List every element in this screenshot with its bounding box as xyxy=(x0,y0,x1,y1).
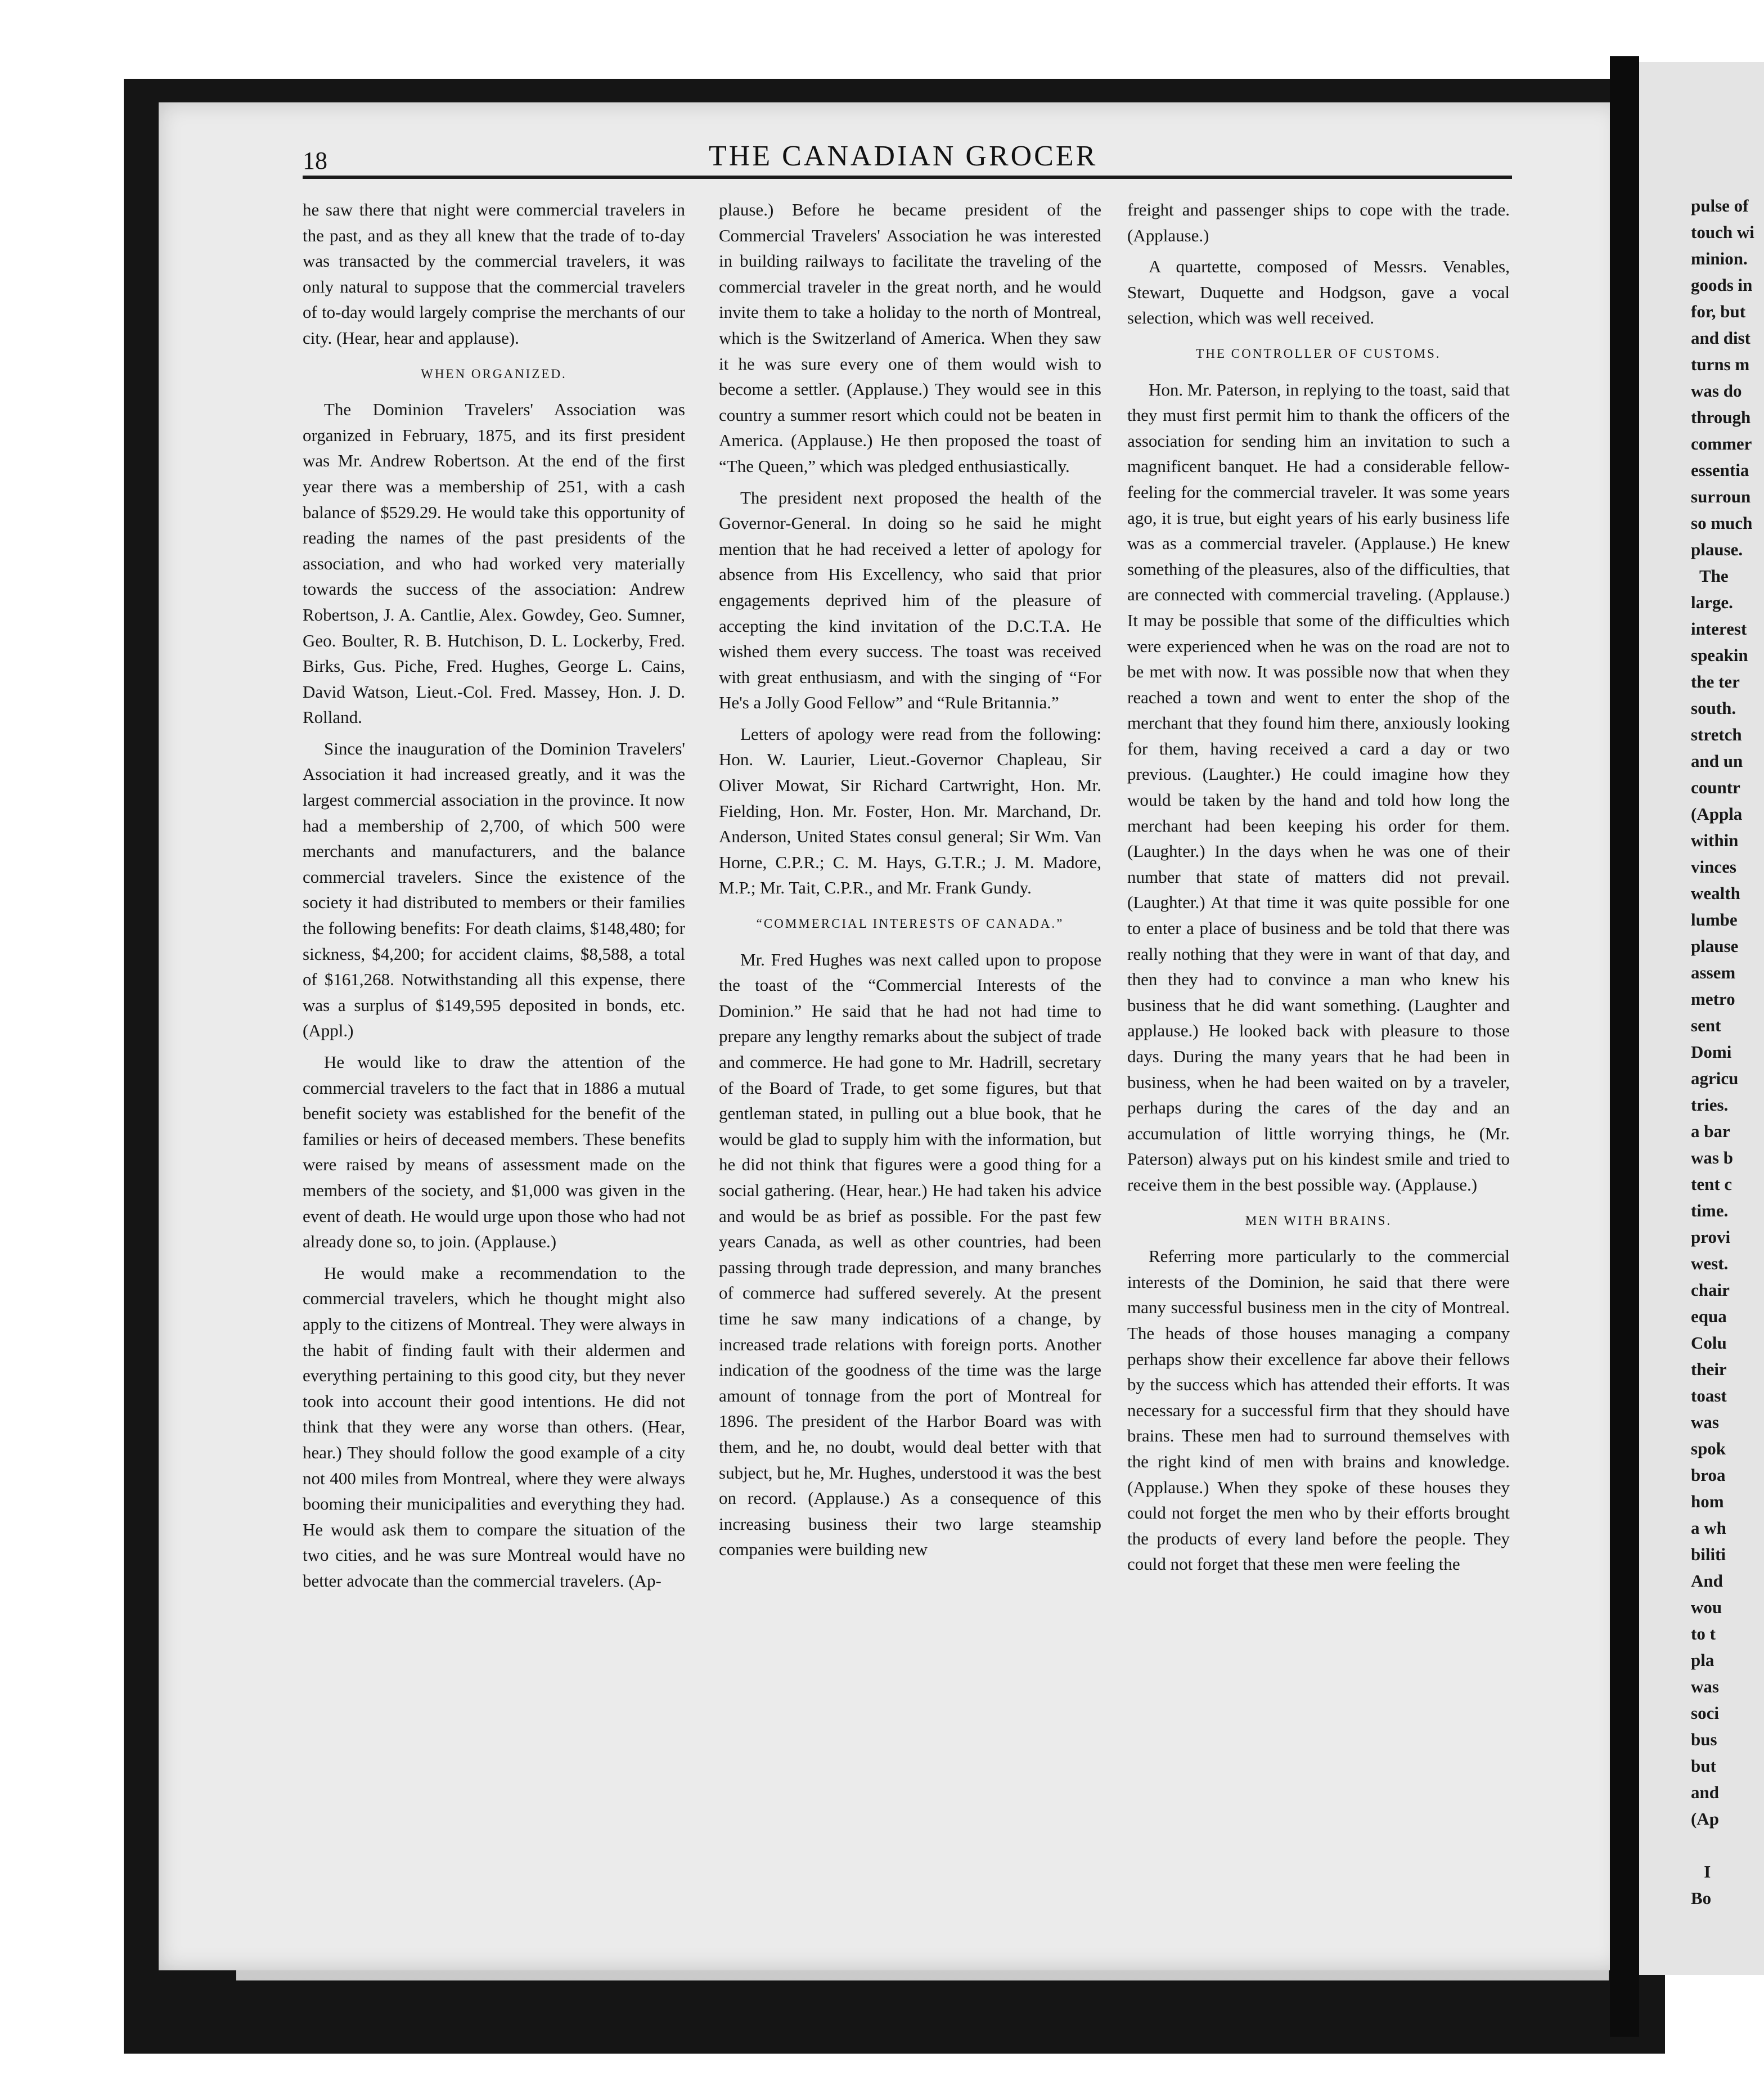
paragraph: The Dominion Travelers' Association was organized in February, 1875, and its first president was Mr. Andrew Robertson. At the end of the first year there was a membership of 251, with a cash balance of $529.29. He would take this opportunity of reading the names of the past presidents of the association, and who had worked very materially towards the success of the association: Andrew Robertson, J. A. Cantlie, Alex. Gowdey, Geo. Sumner, Geo. Boulter, R. B. Hutchison, D. L. Lockerby, Fred. Birks, Gus. Piche, Fred. Hughes, George L. Cains, David Watson, Lieut.-Col. Fred. Massey, Hon. J. D. Rolland. xyxy=(303,399,685,727)
article-column-3 xyxy=(1127,197,1510,1583)
publication-title: THE CANADIAN GROCER xyxy=(709,140,1098,172)
paragraph: Since the inauguration of the Dominion Travelers' Association it had increased greatly, and it was the largest commercial association in the province. It now had a membership of 2,700, of which 500 were merchants and manufacturers, and the balance commercial travelers. Since the existence of the society it had distributed to members or their families the following benefits: For death claims, $148,480; for sickness, $4,200; for accident claims, $8,588, a total of $161,268. Notwithstanding all this expense, there was a surplus of $149,595 deposited in bonds, etc. (Appl.) xyxy=(303,738,685,1041)
paragraph: Letters of apology were read from the following: Hon. W. Laurier, Lieut.-Governor Chapleau, Sir Oliver Mowat, Sir Richard Cartwright, Hon. Mr. Fielding, Hon. Mr. Foster, Hon. Mr. Marchand, Dr. Anderson, United States consul general; Sir Wm. Van Horne, C.P.R.; C. M. Hays, G.T.R.; J. M. Madore, M.P.; Mr. Tait, C.P.R., and Mr. Frank Gundy. xyxy=(719,724,1101,898)
paragraph: Hon. Mr. Paterson, in replying to the toast, said that they must first permit him to thank the officers of the association for sending him an invitation to such a magnificent banquet. He had a considerable fellow-feeling for the commercial traveler. It was some years ago, it is true, but eight years of his early business life was as a commercial traveler. (Applause.) He knew something of the pleasures, also of the difficulties, that are connected with commercial traveling. (Applause.) It may be possible that some of the difficulties which were experienced when he was on the road are not to be met with now. It was possible now that when they reached a town and went to enter the shop of the merchant that they found him there, anxiously looking for them, having received a card a day or two previous. (Laughter.) He could imagine how they would be taken by the hand and told how long the merchant had been keeping his order for them. (Laughter.) In the days when he was one of their number that state of matters did not prevail. (Laughter.) At that time it was quite possible for one to enter a place of business and be told that there was really nothing that they were in want of that day, and then they had to convince a man who knew his business that he did want something. (Laughter and applause.) He looked back with pleasure to those days. During the many years that he had been in business, when he had been waited on by a traveler, perhaps during the cares of the day and an accumulation of little worrying things, he (Mr. Paterson) always put on his kindest smile and tried to receive them in the best possible way. (Applause.) xyxy=(1127,379,1510,1194)
header-rule xyxy=(303,176,1512,179)
right-page-text-fragment: pulse of touch wi minion. goods in for, but and dist turns m was do through commer essentia surroun so much plause. The large. interest speakin the ter south. stretch and un countr (Appla within vinces wealth lumbe plause assem metro sent Domi agricu tries. a bar was b tent c time. provi west. chair equa Colu their toast was spok broa hom a wh biliti And wou to t pla was soci bus but and (Ap I Bo xyxy=(1691,196,1754,1908)
right-page xyxy=(1639,62,1764,1975)
section-heading: “COMMERCIAL INTERESTS OF CANADA.” xyxy=(756,917,1064,931)
paragraph: plause.) Before he became president of the Commercial Travelers' Association he was interested in building railways to facilitate the traveling of the commercial traveler in the great north, and he would invite them to take a holiday to the north of Montreal, which is the Switzerland of America. When they saw it he was sure every one of them would wish to become a settler. (Applause.) They would see in this country a summer resort which could not be beaten in America. (Applause.) He then proposed the toast of “The Queen,” which was pledged enthusiastically. xyxy=(719,200,1101,476)
article-column-1 xyxy=(303,197,685,1599)
section-heading: MEN WITH BRAINS. xyxy=(1245,1213,1392,1228)
page-header xyxy=(303,140,1512,173)
article-column-2 xyxy=(719,197,1101,1568)
paragraph: Mr. Fred Hughes was next called upon to propose the toast of the “Commercial Interests of the Dominion.” He said that he had not had time to prepare any lengthy remarks about the subject of trade and commerce. He had gone to Mr. Hadrill, secretary of the Board of Trade, to get some figures, but that gentleman stated, in pulling out a blue book, that he would be glad to supply him with the information, but he did not think that figures were a good thing for a social gathering. (Hear, hear.) He had taken his advice and would be as brief as possible. For the past few years Canada, as well as other countries, had been passing through trade depression, and many branches of commerce had suffered severely. At the present time he saw many indications of a change, by increased trade relations with foreign ports. Another indication of the goodness of the time was the large amount of tonnage from the port of Montreal for 1896. The president of the Harbor Board was with them, and he, no doubt, would deal better with that subject, but he, Mr. Hughes, understood it was the best on record. (Applause.) As a consequence of this increasing business their two large steamship companies were building new xyxy=(719,949,1101,1560)
paragraph: The president next proposed the health of the Governor-General. In doing so he said he might mention that he had received a letter of apology for absence from His Excellency, who said that prior engagements deprived him of the pleasure of accepting the kind invitation of the D.C.T.A. He wished them every success. The toast was received with great enthusiasm, and with the singing of “For He's a Jolly Good Fellow” and “Rule Britannia.” xyxy=(719,487,1101,713)
paragraph: A quartette, composed of Messrs. Venables, Stewart, Duquette and Hodgson, gave a vocal selection, which was well received. xyxy=(1127,257,1510,328)
section-heading: WHEN ORGANIZED. xyxy=(421,366,567,381)
book-gutter xyxy=(1610,56,1639,2037)
paragraph: He would make a recommendation to the commercial travelers, which he thought might also apply to the citizens of Montreal. They were always in the habit of finding fault with their aldermen and everything pertaining to this good city, but they never took into account their good intentions. He did not think that they were any worse than others. (Hear, hear.) They should follow the good example of a city not 400 miles from Montreal, where they were always booming their municipalities and everything they had. He would ask them to compare the situation of the two cities, and he was sure Montreal would have no better advocate than the commercial travelers. (Ap- xyxy=(303,1263,685,1591)
section-heading: THE CONTROLLER OF CUSTOMS. xyxy=(1196,346,1441,361)
paragraph: freight and passenger ships to cope with the trade. (Applause.) xyxy=(1127,200,1510,245)
paragraph: He would like to draw the attention of the commercial travelers to the fact that in 1886 a mutual benefit society was established for the benefit of the families or heirs of deceased members. These benefits were raised by means of assessment made on the members of the society, and $1,000 was given in the event of death. He would urge upon those who had not already done so, to join. (Applause.) xyxy=(303,1052,685,1252)
paragraph: he saw there that night were commercial travelers in the past, and as they all knew that the trade of to-day was transacted by the commercial travelers, it was only natural to suppose that the commercial travelers of to-day would largely comprise the merchants of our city. (Hear, hear and applause). xyxy=(303,200,685,348)
page-number: 18 xyxy=(303,147,327,174)
paragraph: Referring more particularly to the commercial interests of the Dominion, he said that there were many successful business men in the city of Montreal. The heads of those houses managing a company perhaps show their excellence far above their fellows by the success which has attended their efforts. It was necessary for a successful firm that they should have brains. These men had to surround themselves with the right kind of men with brains and knowledge. (Applause.) When they spoke of these houses they could not forget the men who by their efforts brought the products of every land before the people. They could not forget that these men were feeling the xyxy=(1127,1246,1510,1574)
